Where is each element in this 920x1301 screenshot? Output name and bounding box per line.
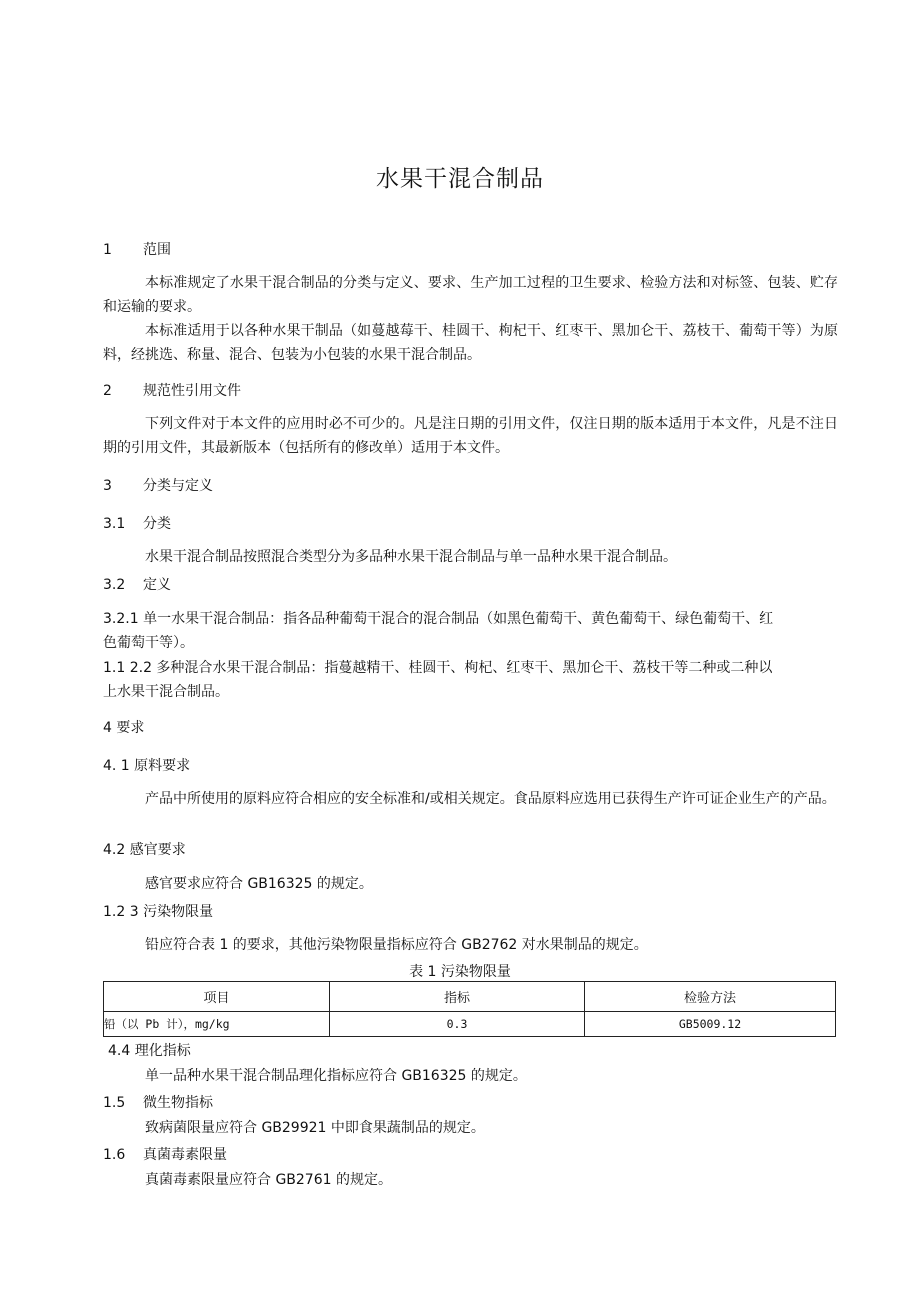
paragraph-mycotoxins: 真菌毒素限量应符合 GB2761 的规定。 (145, 1172, 392, 1188)
paragraph-microbiological: 致病菌限量应符合 GB29921 中即食果蔬制品的规定。 (145, 1120, 485, 1136)
table-caption: 表 1 污染物限量 (409, 964, 511, 980)
table-cell-method: GB5009.12 (585, 1012, 836, 1037)
paragraph-raw-materials: 产品中所使用的原料应符合相应的安全标准和/或相关规定。食品原料应选用已获得生产许可证企业生产的产品。 (145, 791, 836, 807)
paragraph-sensory: 感官要求应符合 GB16325 的规定。 (145, 876, 373, 892)
paragraph-classification: 水果干混合制品按照混合类型分为多品种水果干混合制品与单一品种水果干混合制品。 (145, 549, 677, 565)
table-header-method: 检验方法 (585, 982, 836, 1012)
section-4-4-heading: 4.4 理化指标 (108, 1043, 191, 1059)
section-3-label: 分类与定义 (143, 478, 213, 494)
definition-2-line-1: 1.1 2.2 多种混合水果干混合制品：指蔓越精干、桂圆干、枸杞、红枣干、黑加仑干、荔枝干等二种或二种以 (103, 660, 773, 676)
section-3-heading (103, 476, 213, 496)
section-4-5-label: 微生物指标 (143, 1095, 213, 1111)
paragraph-scope-2: 本标准适用于以各种水果干制品（如蔓越莓干、桂圆干、枸杞干、红枣干、黑加仑干、荔枝干、葡萄干等）为原料，经挑选、称量、混合、包装为小包装的水果干混合制品。 (103, 323, 838, 363)
section-1-number: 1 (103, 242, 112, 258)
definition-2-line-2: 上水果干混合制品。 (103, 684, 229, 700)
section-4-heading: 4 要求 (103, 720, 145, 736)
paragraph-references: 下列文件对于本文件的应用时必不可少的。凡是注日期的引用文件，仅注日期的版本适用于本文件，凡是不注日期的引用文件，其最新版本（包括所有的修改单）适用于本文件。 (103, 416, 838, 456)
table-cell-item: 铅（以 Pb 计），mg/kg (104, 1012, 330, 1037)
section-4-5-number: 1.5 (103, 1095, 126, 1111)
section-3-2-heading (103, 575, 171, 595)
table-header-limit: 指标 (330, 982, 585, 1012)
section-3-1-number: 3.1 (103, 516, 126, 532)
section-3-number: 3 (103, 478, 112, 494)
section-4-2-heading: 4.2 感官要求 (103, 842, 186, 858)
section-3-2-number: 3.2 (103, 577, 126, 593)
definition-1-line-1: 3.2.1 单一水果干混合制品：指各品种葡萄干混合的混合制品（如黑色葡萄干、黄色葡萄干、绿色葡萄干、红 (103, 611, 774, 627)
definition-1-line-2: 色葡萄干等）。 (103, 635, 194, 651)
table-header-row (104, 982, 836, 1012)
section-2-number: 2 (103, 383, 112, 399)
section-3-2-label: 定义 (143, 577, 171, 593)
table-row (104, 1012, 836, 1037)
paragraph-contaminants: 铅应符合表 1 的要求，其他污染物限量指标应符合 GB2762 对水果制品的规定。 (145, 937, 648, 953)
section-4-6-label: 真菌毒素限量 (143, 1147, 227, 1163)
table-cell-limit: 0.3 (330, 1012, 585, 1037)
section-4-1-heading: 4. 1 原料要求 (103, 758, 191, 774)
paragraph-physicochemical: 单一品种水果干混合制品理化指标应符合 GB16325 的规定。 (145, 1068, 527, 1084)
table-header-item: 项目 (104, 982, 330, 1012)
section-2-label: 规范性引用文件 (143, 383, 241, 399)
section-4-6-heading (103, 1145, 227, 1165)
paragraph-scope-1: 本标准规定了水果干混合制品的分类与定义、要求、生产加工过程的卫生要求、检验方法和对标签、包装、贮存和运输的要求。 (103, 275, 838, 315)
section-3-1-heading (103, 514, 171, 534)
section-1-label: 范围 (143, 242, 171, 258)
section-3-1-label: 分类 (143, 516, 171, 532)
section-4-6-number: 1.6 (103, 1147, 126, 1163)
section-4-3-heading: 1.2 3 污染物限量 (103, 904, 214, 920)
contaminant-limits-table (103, 981, 836, 1037)
section-2-heading (103, 381, 241, 401)
section-1-heading (103, 240, 171, 260)
section-4-5-heading (103, 1093, 213, 1113)
document-title: 水果干混合制品 (376, 166, 544, 192)
